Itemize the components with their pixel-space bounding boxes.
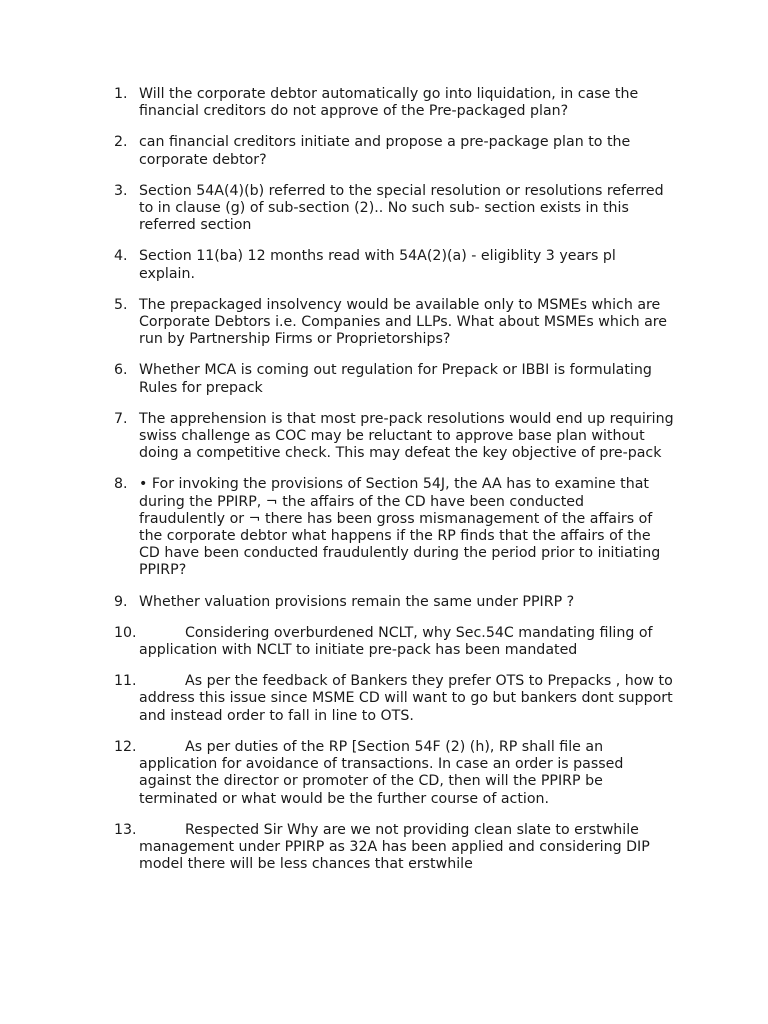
list-item bbox=[114, 134, 674, 168]
item-number: 12. bbox=[114, 738, 137, 755]
list-item bbox=[114, 362, 674, 396]
list-item bbox=[114, 476, 674, 579]
item-number: 5. bbox=[114, 296, 128, 313]
list-item bbox=[114, 594, 674, 611]
item-number: 10. bbox=[114, 624, 137, 641]
list-item bbox=[114, 625, 674, 659]
item-text: can financial creditors initiate and propose a pre-package plan to the corporate debtor? bbox=[139, 134, 631, 168]
item-text: Will the corporate debtor automatically go into liquidation, in case the financial creditors do not approve of the Pre-packaged plan? bbox=[139, 86, 639, 120]
item-number: 2. bbox=[114, 134, 128, 151]
list-item bbox=[114, 822, 674, 874]
item-text: As per duties of the RP [Section 54F (2) (h), RP shall file an application for avoidance of transactions. In case an order is passed against the director or promoter of the CD, then will the PPIRP be terminated or what would be the further course of action. bbox=[139, 738, 624, 807]
question-list bbox=[114, 86, 674, 887]
item-number: 7. bbox=[114, 410, 128, 427]
list-item bbox=[114, 411, 674, 463]
item-text: Considering overburdened NCLT, why Sec.54C mandating filing of application with NCLT to initiate pre-pack has been mandated bbox=[139, 624, 653, 659]
list-item bbox=[114, 248, 674, 282]
item-text: • For invoking the provisions of Section 54J, the AA has to examine that during the PPIRP, ¬ the affairs of the CD have been conducted fraudulently or ¬ there has been gross mismanagement of the affairs of the corporate debtor what happens if the RP finds that the affairs of the CD have been conducted fraudulently during the period prior to initiating PPIRP? bbox=[139, 476, 661, 579]
item-text: The prepackaged insolvency would be available only to MSMEs which are Corporate Debtors i.e. Companies and LLPs. What about MSMEs which are run by Partnership Firms or Proprietorships? bbox=[139, 296, 668, 348]
item-number: 8. bbox=[114, 476, 128, 493]
item-text: Respected Sir Why are we not providing clean slate to erstwhile management under PPIRP as 32A has been applied and considering DIP model there will be less chances that erstwhile bbox=[139, 821, 650, 873]
list-item bbox=[114, 86, 674, 120]
item-text: Whether valuation provisions remain the same under PPIRP ? bbox=[139, 593, 575, 610]
item-number: 13. bbox=[114, 821, 137, 838]
item-text: Section 11(ba) 12 months read with 54A(2)(a) - eligiblity 3 years pl explain. bbox=[139, 248, 616, 282]
item-number: 6. bbox=[114, 362, 128, 379]
list-item bbox=[114, 297, 674, 349]
list-item bbox=[114, 183, 674, 235]
item-text: Whether MCA is coming out regulation for Prepack or IBBI is formulating Rules for prepack bbox=[139, 362, 652, 396]
item-number: 11. bbox=[114, 673, 137, 690]
item-number: 9. bbox=[114, 593, 128, 610]
list-item bbox=[114, 673, 674, 725]
item-text: The apprehension is that most pre-pack resolutions would end up requiring swiss challenge as COC may be reluctant to approve base plan without doing a competitive check. This may defeat the key objective of pre-pack bbox=[139, 410, 674, 462]
item-text: As per the feedback of Bankers they prefer OTS to Prepacks , how to address this issue since MSME CD will want to go but bankers dont support and instead order to fall in line to OTS. bbox=[139, 673, 673, 724]
item-number: 1. bbox=[114, 86, 128, 102]
item-number: 4. bbox=[114, 248, 128, 265]
item-text: Section 54A(4)(b) referred to the special resolution or resolutions referred to in clause (g) of sub-section (2).. No such sub- section exists in this referred section bbox=[139, 182, 664, 234]
list-item bbox=[114, 739, 674, 808]
item-number: 3. bbox=[114, 182, 128, 199]
